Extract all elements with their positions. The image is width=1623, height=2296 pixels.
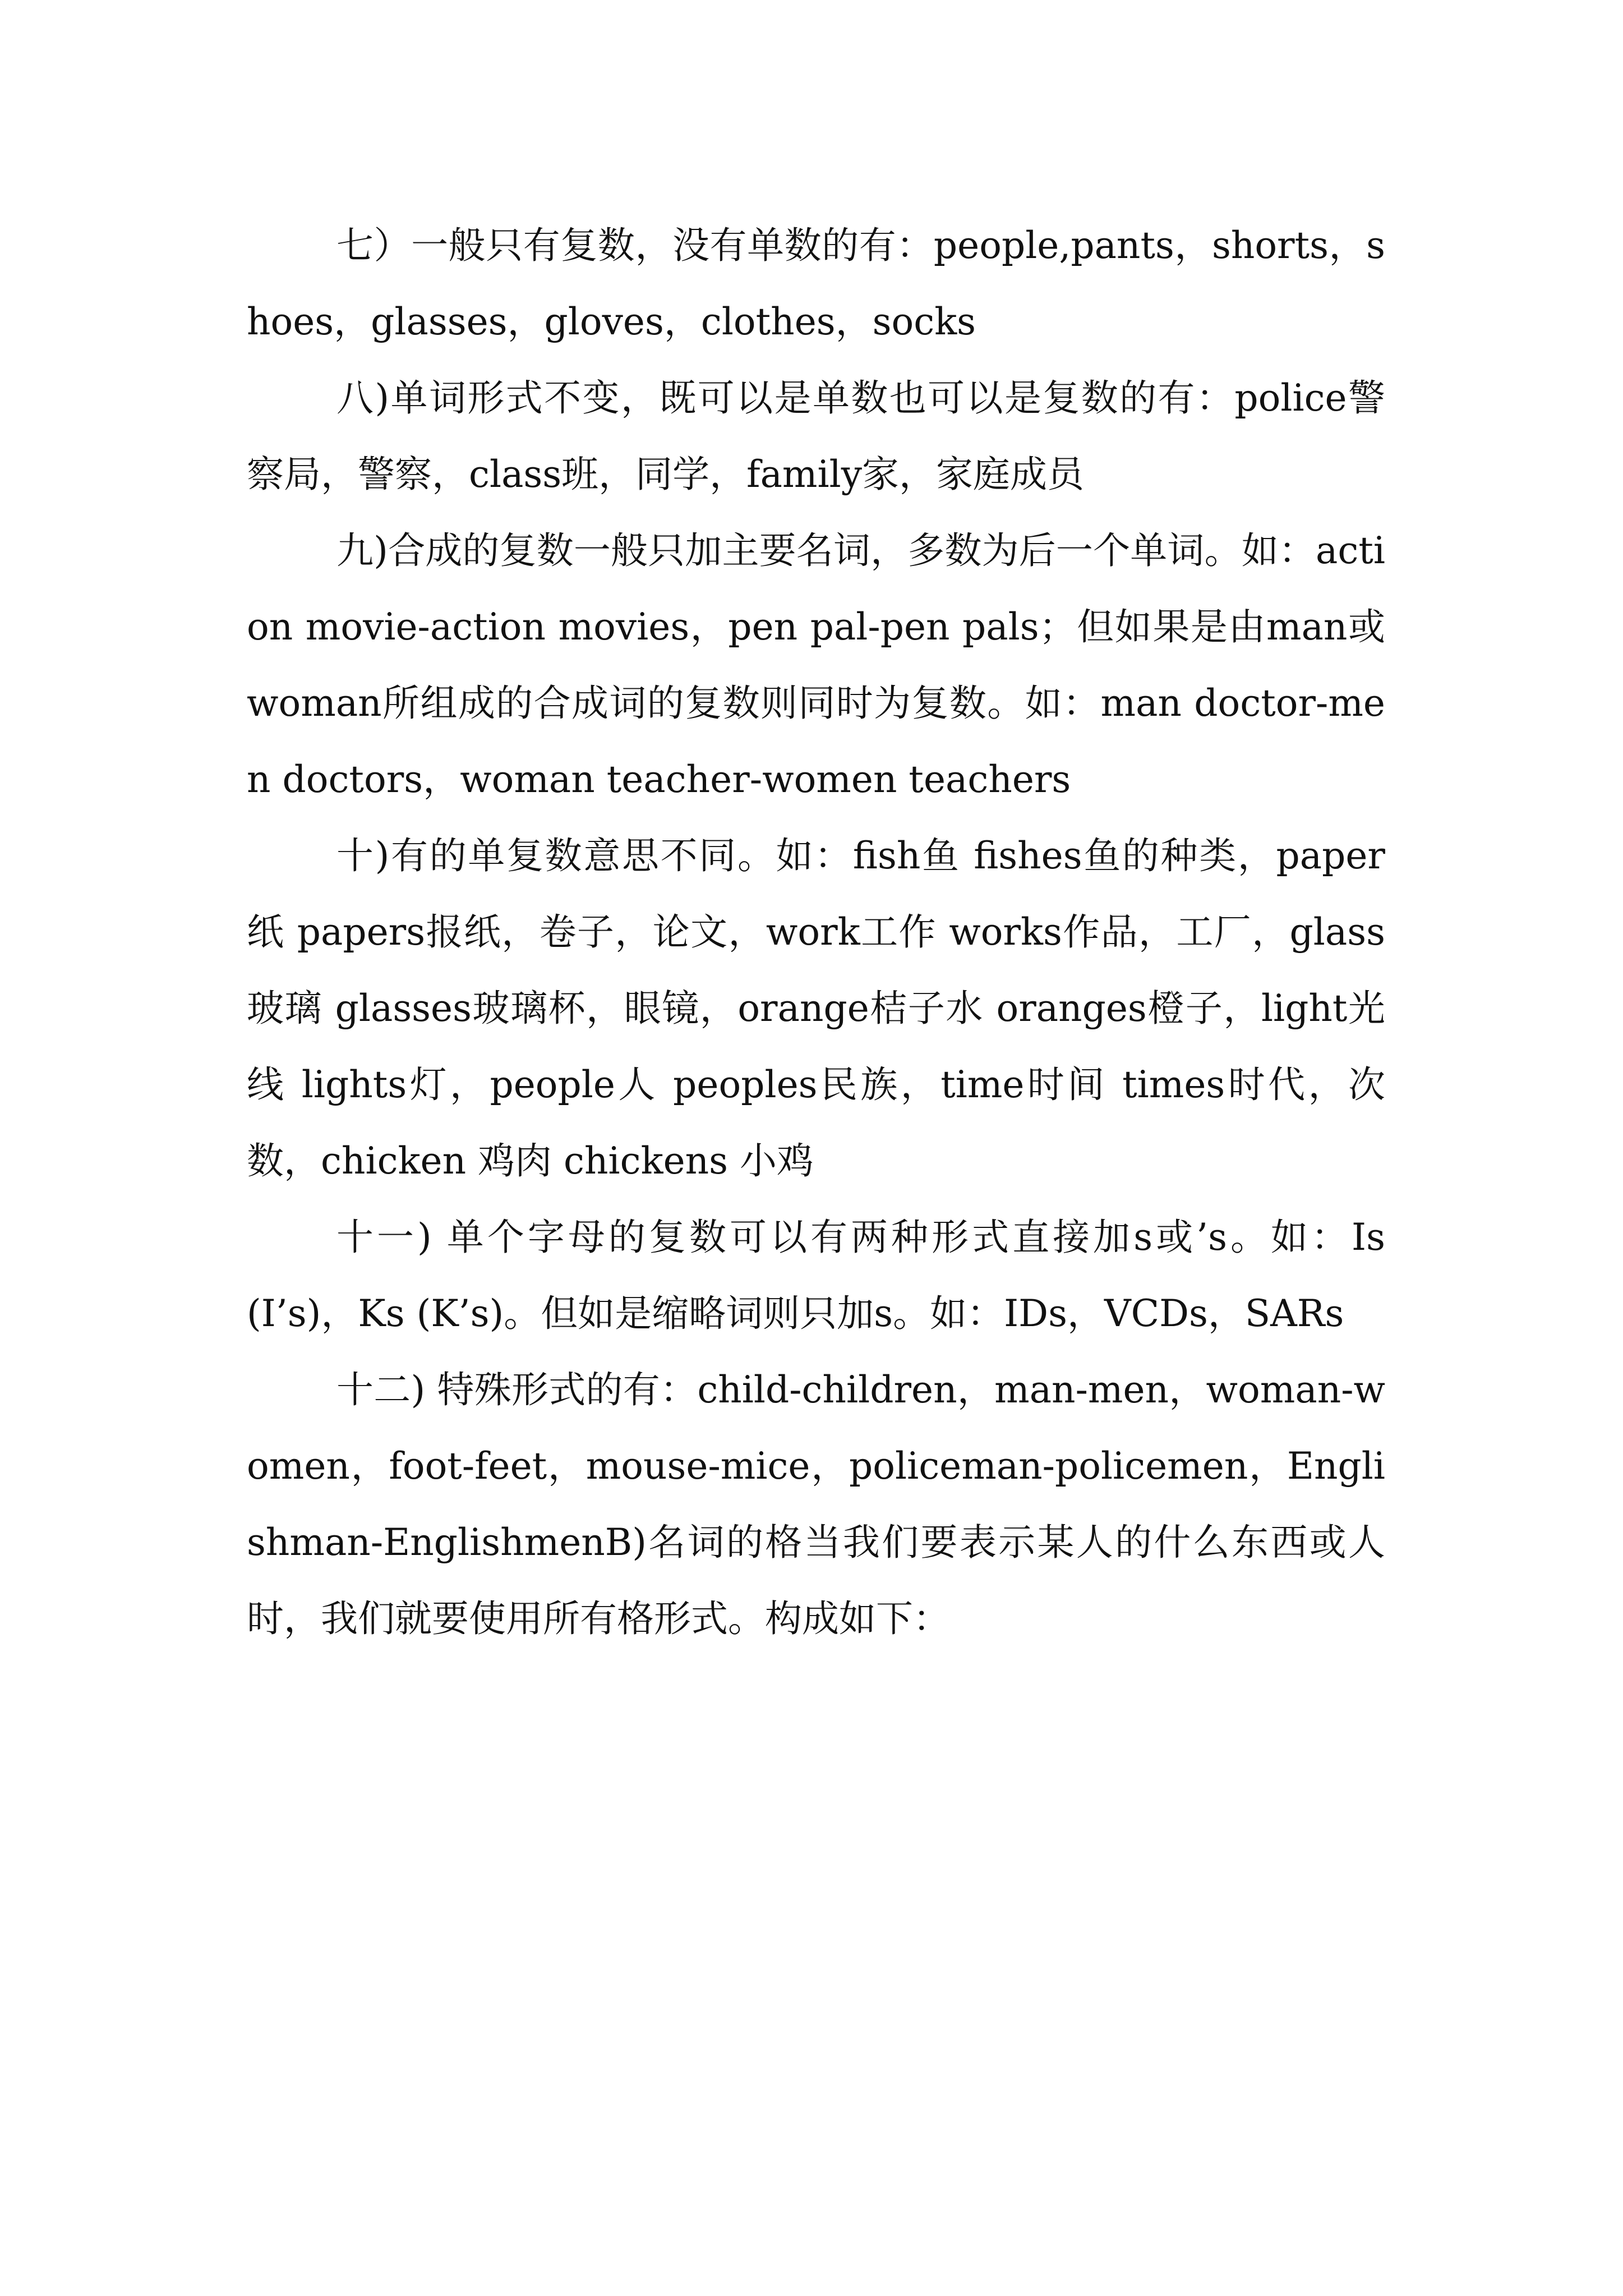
paragraph-9-compound-plurals: 九)合成的复数一般只加主要名词，多数为后一个单词。如：action movie-action movies，pen pal-pen pals；但如果是由man或woman所组成的合成词的复数则同时为复数。如：man doctor-men doctors，woman teacher-women teachers bbox=[247, 529, 1385, 801]
paragraph-12-special-forms: 十二) 特殊形式的有：child-children，man-men，woman-women，foot-feet，mouse-mice，policeman-policemen，Englishman-EnglishmenB)名词的格当我们要表示某人的什么东西或人时，我们就要使用所有格形式。构成如下： bbox=[247, 1368, 1385, 1640]
document-body bbox=[247, 208, 1385, 1657]
paragraph-11-letter-plurals: 十一) 单个字母的复数可以有两种形式直接加s或’s。如：Is (I’s)，Ks (K’s)。但如是缩略词则只加s。如：IDs，VCDs，SARs bbox=[247, 1216, 1385, 1335]
paragraph-7-plural-only: 七）一般只有复数，没有单数的有：people,pants，shorts，shoes，glasses，gloves，clothes，socks bbox=[247, 224, 1385, 343]
paragraph-10-meaning-differs: 十)有的单复数意思不同。如：fish鱼 fishes鱼的种类，paper纸 papers报纸，卷子，论文，work工作 works作品，工厂，glass玻璃 glasses玻璃杯，眼镜，orange桔子水 oranges橙子，light光线 lights灯，people人 peoples民族，time时间 times时代，次数，chicken 鸡肉 chickens 小鸡 bbox=[247, 834, 1385, 1182]
paragraph-8-invariant-form: 八)单词形式不变，既可以是单数也可以是复数的有：police警察局，警察，class班，同学，family家，家庭成员 bbox=[247, 376, 1385, 496]
